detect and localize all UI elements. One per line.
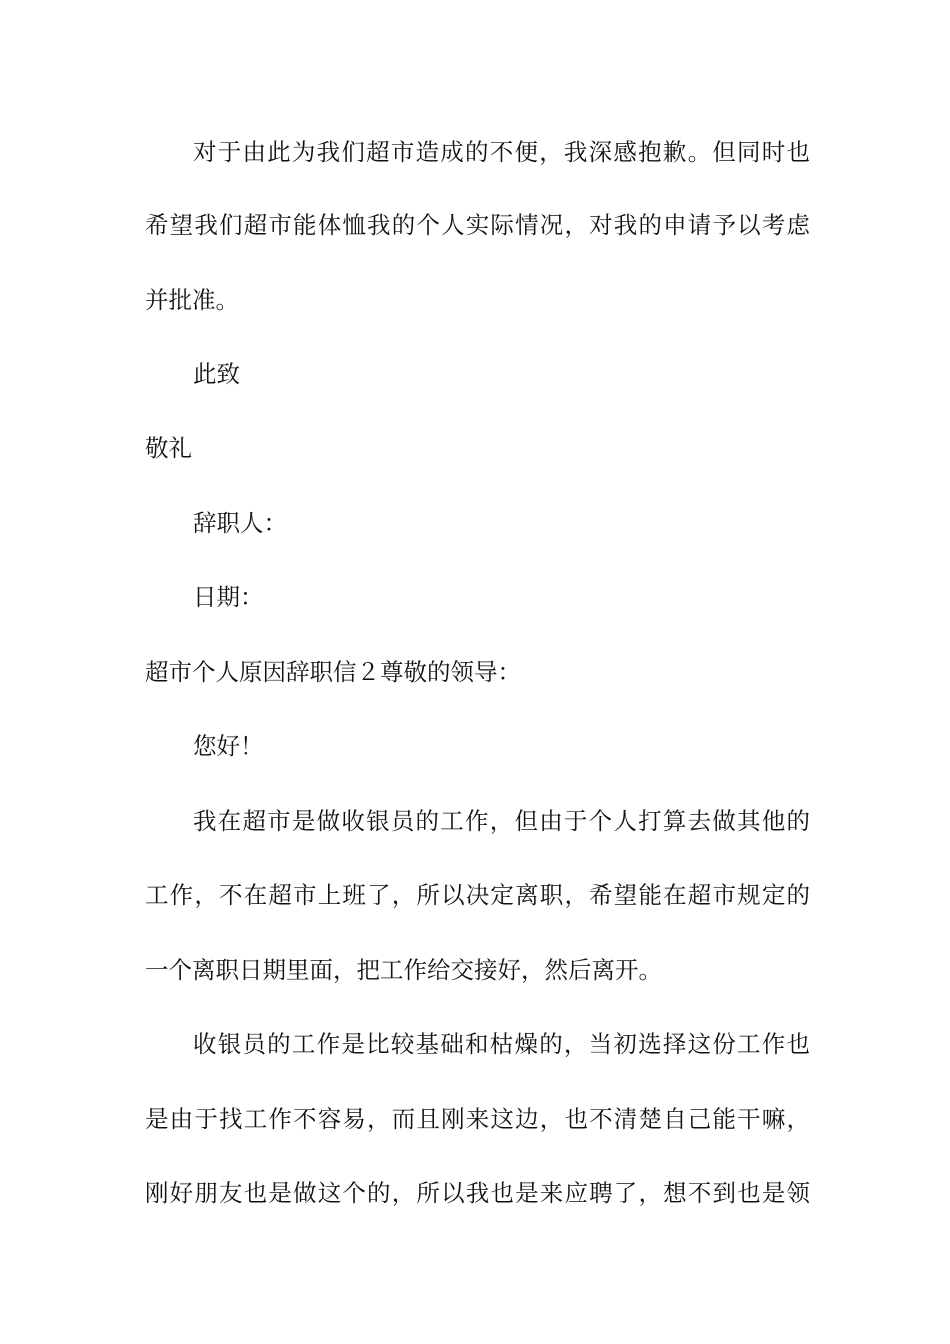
signer-label: 辞职人： — [193, 509, 287, 537]
letter-heading: 超市个人原因辞职信２尊敬的领导： — [145, 658, 521, 686]
date-label: 日期： — [193, 583, 264, 611]
paragraph-line: 一个离职日期里面，把工作给交接好，然后离开。 — [145, 956, 662, 984]
paragraph-line: 希望我们超市能体恤我的个人实际情况，对我的申请予以考虑 — [145, 211, 810, 239]
paragraph-line: 对于由此为我们超市造成的不便，我深感抱歉。但同时也 — [193, 138, 810, 166]
paragraph-line: 工作，不在超市上班了，所以决定离职，希望能在超市规定的 — [145, 881, 810, 909]
paragraph-line: 收银员的工作是比较基础和枯燥的，当初选择这份工作也 — [193, 1030, 810, 1058]
paragraph-line: 刚好朋友也是做这个的，所以我也是来应聘了，想不到也是领 — [145, 1179, 810, 1207]
closing-regards: 敬礼 — [145, 434, 192, 462]
greeting: 您好！ — [193, 732, 264, 760]
paragraph-line: 我在超市是做收银员的工作，但由于个人打算去做其他的 — [193, 807, 810, 835]
paragraph-line: 并批准。 — [145, 286, 239, 314]
paragraph-line: 是由于找工作不容易，而且刚来这边，也不清楚自己能干嘛， — [145, 1105, 810, 1133]
closing-salutation: 此致 — [193, 360, 240, 388]
